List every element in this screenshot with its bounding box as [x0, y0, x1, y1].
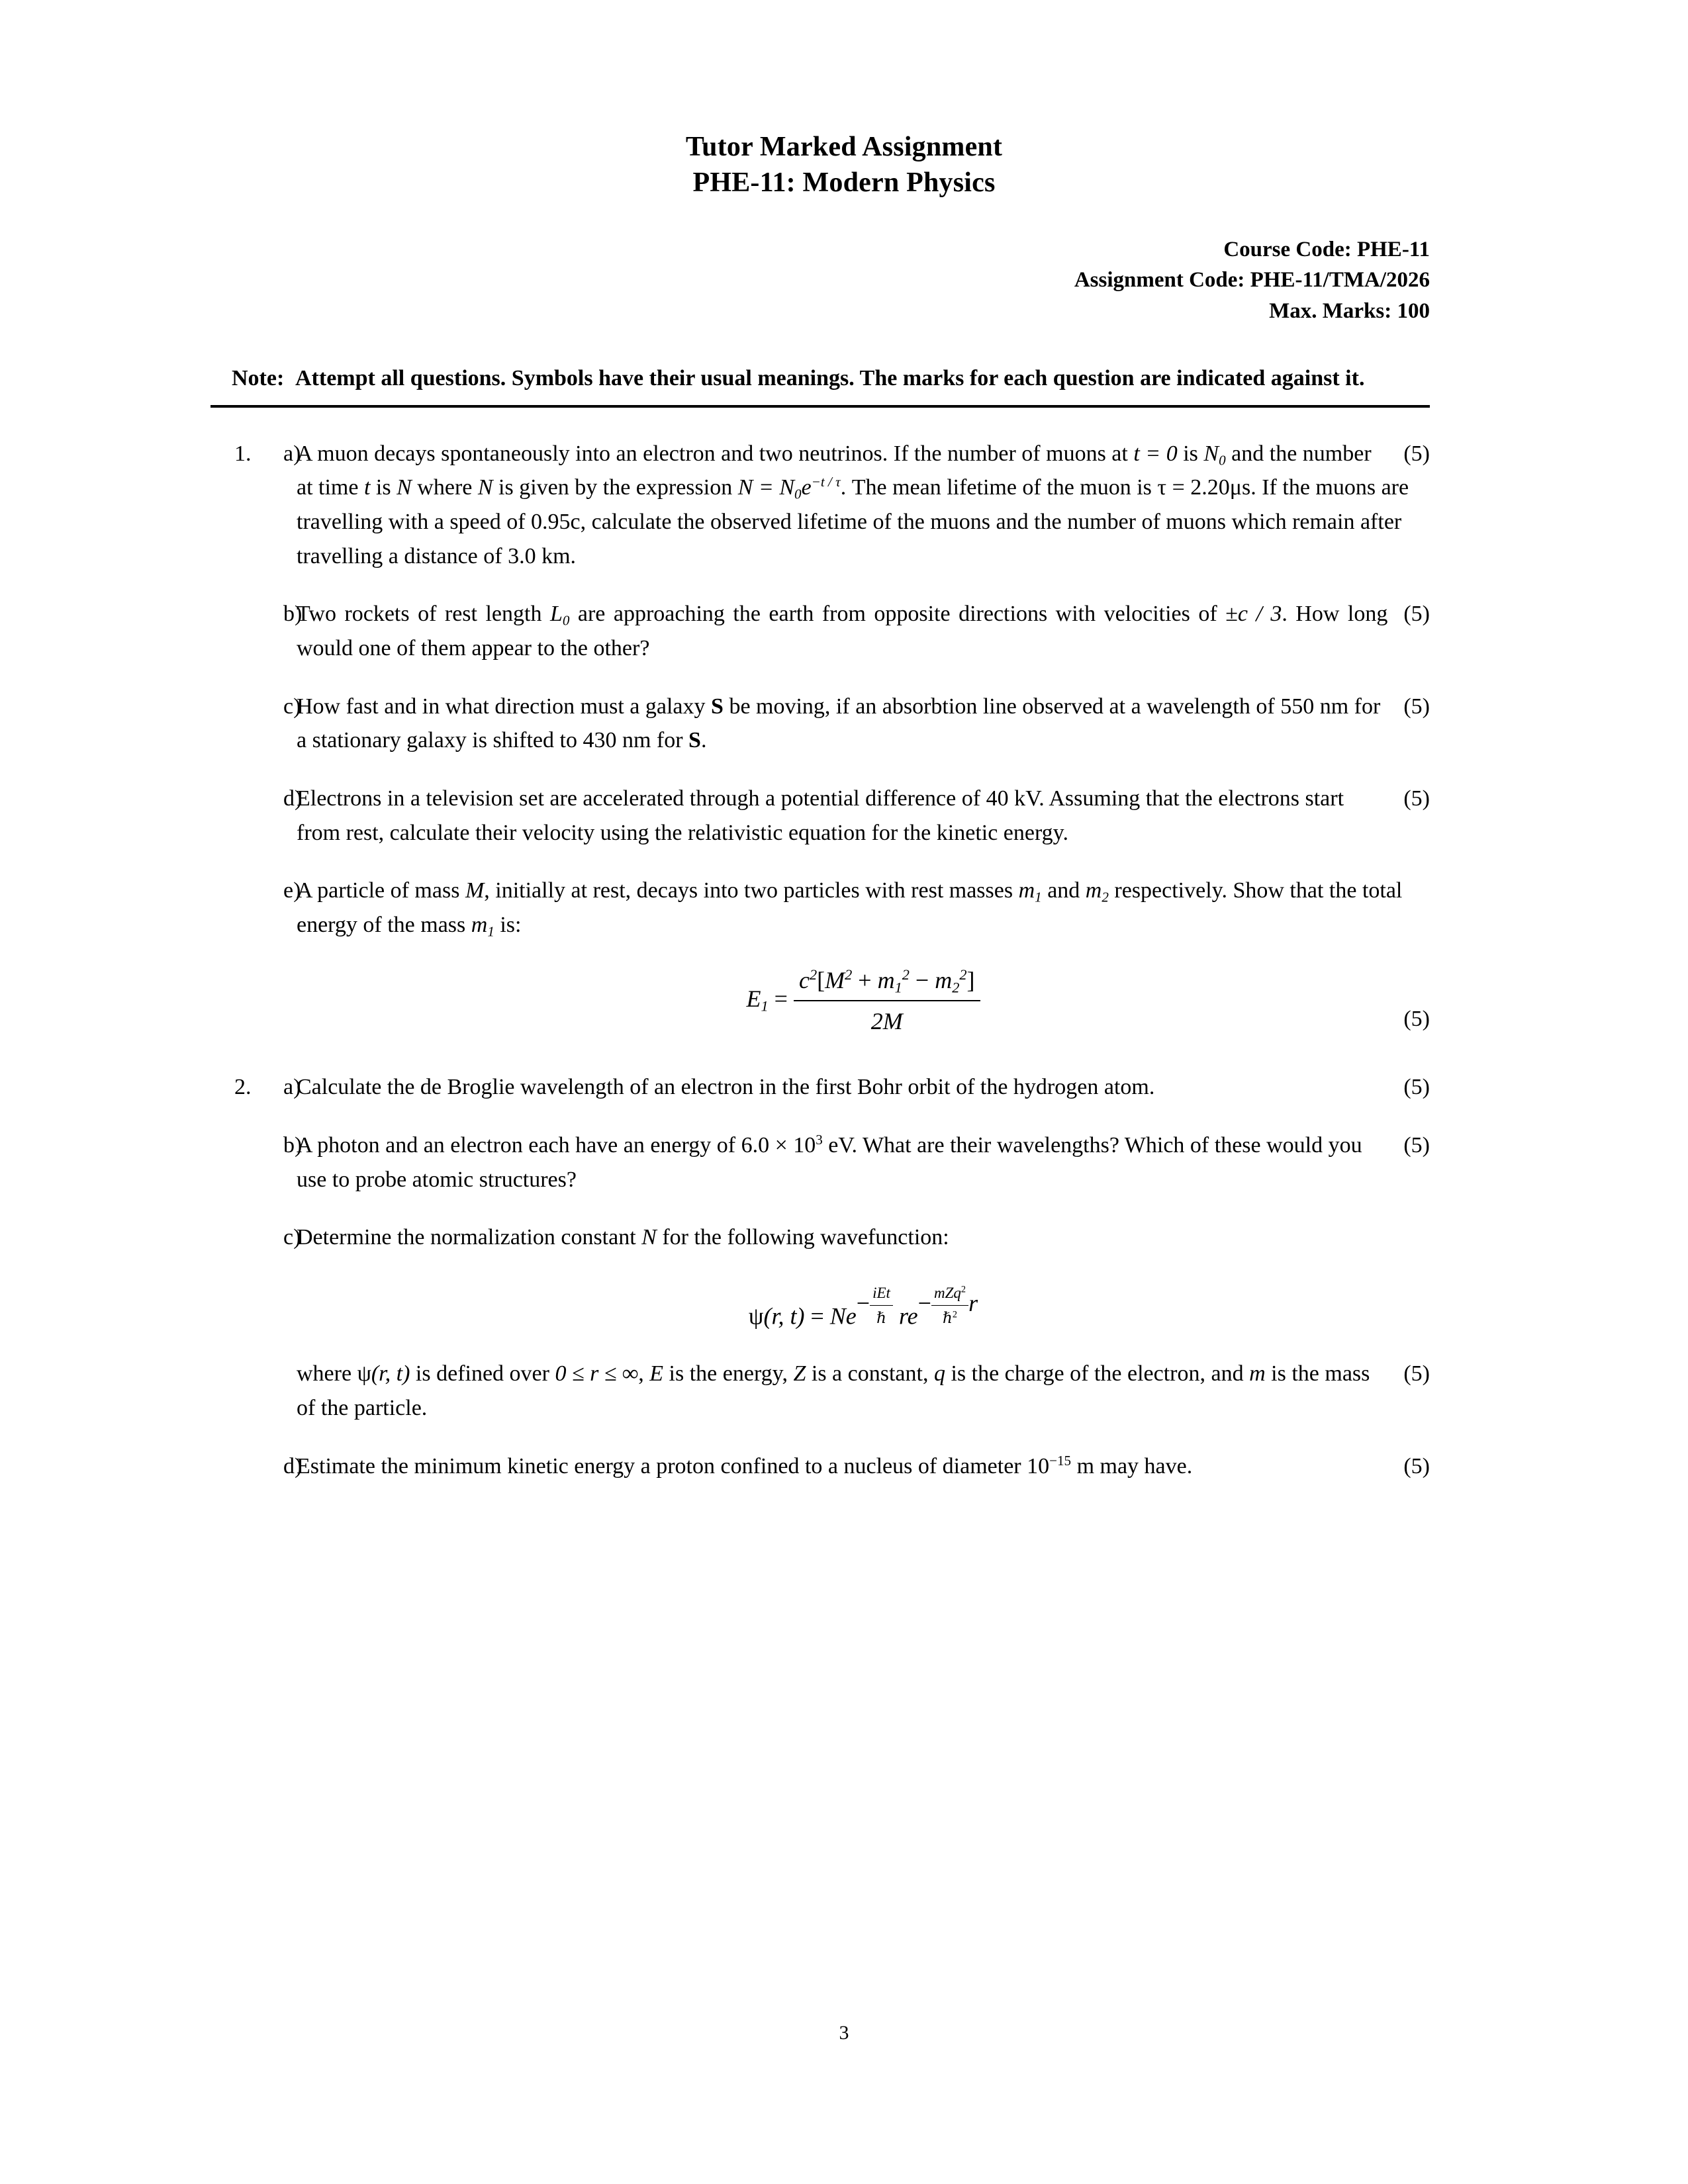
q1c-seg1: How fast and in what direction must a galaxy — [297, 694, 712, 719]
q2c-where-q: q — [933, 1361, 945, 1387]
q2c-where-m: m — [1249, 1361, 1266, 1387]
marks-1c: (5) — [1403, 694, 1430, 719]
question-2c — [211, 1220, 1430, 1425]
q1e-seg1: A particle of mass — [297, 878, 465, 903]
course-meta-block — [0, 234, 1688, 328]
q2b-seg2: eV. What are their wavelengths? Which of these would you use to probe atomic structures? — [297, 1132, 1362, 1192]
q1c-seg3: . — [700, 728, 707, 753]
header-divider — [211, 405, 1430, 408]
q1c-galaxy-symbol-1: S — [711, 694, 724, 719]
q1a-math-t0: t = 0 — [1133, 441, 1178, 466]
q1e-seg2: , initially at rest, decays into two particles with rest masses — [484, 878, 1019, 903]
eq-equals: = — [774, 985, 788, 1012]
question-number-2: 2. — [234, 1075, 252, 1100]
equation-wavefunction — [297, 1281, 1430, 1334]
q2d-math-diameter: $10^{-15}$ — [1027, 1452, 1072, 1479]
question-2d — [211, 1449, 1430, 1484]
q2d-seg2: m may have. — [1071, 1453, 1193, 1479]
q2c-seg2: for the following wavefunction: — [656, 1225, 949, 1250]
q2b-seg1: A photon and an electron each have an energy of — [297, 1132, 741, 1158]
questions-list — [211, 437, 1430, 1484]
eq-psi-args: (r, t) — [763, 1302, 805, 1330]
title-block — [0, 0, 1688, 201]
q2c-where-seg5: is a constant, — [806, 1361, 934, 1387]
q1e-math-m1: $m_1$ — [1018, 878, 1042, 905]
question-2a-text — [297, 1070, 1430, 1105]
note-text: Attempt all questions. Symbols have their usual meanings. The marks for each question are indicated against it. — [295, 366, 1365, 391]
eq-lhs: $E_1$ — [746, 985, 769, 1015]
marks-2b: (5) — [1403, 1132, 1430, 1158]
max-marks: Max. Marks: 100 — [1269, 299, 1430, 324]
q2b-math-energy: $6.0 \times 10^3$ — [741, 1131, 823, 1158]
eq-numerator: $c^2[M^2 + m_1^2 - m_2^2]$ — [794, 962, 980, 1002]
q1c-seg2: be moving, if an absorbtion line observed at a wavelength of 550 nm for a stationary galaxy is shifted to 430 nm for — [297, 694, 1381, 753]
q2c-where-psi: ψ — [357, 1361, 371, 1387]
part-label-1b: b) — [283, 602, 303, 627]
question-1b — [211, 597, 1430, 665]
marks-1d: (5) — [1403, 786, 1430, 811]
q2c-math-N: N — [641, 1225, 657, 1250]
marks-2d: (5) — [1403, 1453, 1430, 1479]
eq-psi-N: N — [829, 1302, 846, 1330]
q2c-where-seg2: is defined over — [410, 1361, 555, 1387]
question-1c — [211, 690, 1430, 758]
part-label-2c: c) — [283, 1225, 301, 1250]
question-1e — [211, 874, 1430, 1040]
eq-psi-exponent-2: − $\frac{mZq^2}{\hbar^2}$ r — [918, 1281, 978, 1330]
q1a-math-t: t — [363, 475, 371, 500]
eq-psi-e2: e — [907, 1302, 918, 1330]
q2c-seg1: Determine the normalization constant — [297, 1225, 642, 1250]
eq-fraction — [794, 962, 980, 1040]
note-label: Note: — [232, 366, 285, 391]
part-label-1e: e) — [283, 878, 301, 903]
part-label-1d: d) — [283, 786, 303, 811]
equation-total-energy — [297, 962, 1430, 1040]
eq-psi-exponent-1: − $\frac{\text{iEt}}{\text{ℏ}}$ — [857, 1281, 893, 1330]
q1a-math-tau: τ = 2.20μs — [1157, 475, 1251, 500]
question-number-1: 1. — [234, 441, 252, 466]
part-label-2b: b) — [283, 1132, 303, 1158]
q1a-seg5: where — [411, 475, 478, 500]
question-2c-where-text — [297, 1357, 1430, 1425]
q1a-seg8: . If the muons are travelling with a speed of 0.95c, calculate the observed lifetime of the muons and the number of muons which remain after travelling a distance of 3.0 km. — [297, 475, 1409, 569]
q1a-math-N-b: N — [477, 475, 493, 500]
q1e-seg5: is: — [494, 913, 522, 938]
question-1a-text — [297, 437, 1430, 574]
q1a-seg7: . The mean lifetime of the muon is — [840, 475, 1158, 500]
question-2c-text — [297, 1220, 1430, 1255]
q1a-equation-decay: $N = N_0e^{-t / \tau}$ — [737, 474, 841, 502]
q1a-math-N: N — [397, 475, 412, 500]
q2d-seg1: Estimate the minimum kinetic energy a proton confined to a nucleus of diameter — [297, 1453, 1027, 1479]
question-2a — [211, 1070, 1430, 1105]
q1e-seg3: and — [1041, 878, 1086, 903]
q1e-seg4: respectively. Show that the total energy of the mass — [297, 878, 1403, 938]
q2c-where-Z: Z — [793, 1361, 806, 1387]
q1e-math-M: M — [465, 878, 485, 903]
course-code: Course Code: PHE-11 — [1223, 237, 1430, 261]
q1a-seg1: A muon decays spontaneously into an electron and two neutrinos. If the number of muons at — [297, 441, 1134, 466]
question-1d-text — [297, 782, 1430, 850]
question-2b — [211, 1128, 1430, 1197]
question-group-2 — [211, 1070, 1430, 1483]
q1a-seg6: is given by the expression — [492, 475, 738, 500]
eq-psi: ψ — [748, 1302, 764, 1330]
q1b-math-velocity: ±c / 3 — [1225, 602, 1282, 627]
q1b-seg3: . How long would one of them appear to the other? — [297, 602, 1388, 661]
question-2d-text — [297, 1449, 1430, 1484]
question-1c-text — [297, 690, 1430, 758]
q1e-math-m2: $m_2$ — [1085, 878, 1109, 905]
q2c-where-seg4: is the energy, — [663, 1361, 794, 1387]
q2a-seg1: Calculate the de Broglie wavelength of an electron in the first Bohr orbit of the hydrogen atom. — [297, 1075, 1155, 1100]
part-label-1a: a) — [283, 441, 301, 466]
question-1b-text — [297, 597, 1430, 665]
note-block — [232, 363, 1429, 394]
page-title-line-2: PHE-11: Modern Physics — [692, 167, 996, 198]
page-number: 3 — [839, 2022, 849, 2044]
page-title-line-1: Tutor Marked Assignment — [685, 132, 1003, 162]
q2c-where-seg1: where — [297, 1361, 357, 1387]
marks-1e: (5) — [1403, 1006, 1430, 1031]
q2c-where-seg6: is the charge of the electron, and — [945, 1361, 1250, 1387]
page-footer — [0, 2022, 1688, 2044]
q1c-galaxy-symbol-2: S — [688, 728, 701, 753]
part-label-1c: c) — [283, 694, 301, 719]
part-label-2d: d) — [283, 1453, 303, 1479]
q1b-seg1: Two rockets of rest length — [297, 602, 550, 627]
marks-1a: (5) — [1403, 441, 1430, 466]
question-1d — [211, 782, 1430, 850]
eq-psi-equals: = — [810, 1302, 824, 1330]
q1b-seg2: are approaching the earth from opposite directions with velocities of — [569, 602, 1226, 627]
q2c-where-E: E — [649, 1361, 664, 1387]
q1d-seg1: Electrons in a television set are accelerated through a potential difference of 40 kV. Assuming that the electrons start from rest, calculate their velocity using the relativistic equation for the kinetic energy. — [297, 786, 1344, 845]
eq-psi-r: r — [898, 1302, 908, 1330]
q1a-math-N0: $N_0$ — [1203, 441, 1226, 468]
q2c-where-seg7: is the mass of the particle. — [297, 1361, 1370, 1420]
eq-psi-e1: e — [845, 1302, 857, 1330]
marks-2a: (5) — [1403, 1075, 1430, 1100]
q1a-seg3: and the number at time — [297, 441, 1372, 500]
q1a-seg4: is — [370, 475, 397, 500]
q2c-where-seg3: , — [638, 1361, 650, 1387]
assignment-code: Assignment Code: PHE-11/TMA/2026 — [1074, 268, 1430, 293]
q2c-where-range: 0 ≤ r ≤ ∞ — [555, 1361, 639, 1387]
q1a-seg2: is — [1177, 441, 1204, 466]
q1e-math-m1-b: $m_1$ — [471, 913, 494, 940]
q2c-where-args: (r, t) — [371, 1361, 410, 1387]
question-2b-text — [297, 1128, 1430, 1197]
question-group-1 — [211, 437, 1430, 1040]
eq-denominator: 2M — [870, 1008, 903, 1035]
question-1a — [211, 437, 1430, 574]
marks-1b: (5) — [1403, 602, 1430, 627]
part-label-2a: a) — [283, 1075, 301, 1100]
question-1e-text — [297, 874, 1430, 942]
q1b-math-L0: $L_0$ — [549, 602, 570, 629]
marks-2c: (5) — [1403, 1361, 1430, 1387]
